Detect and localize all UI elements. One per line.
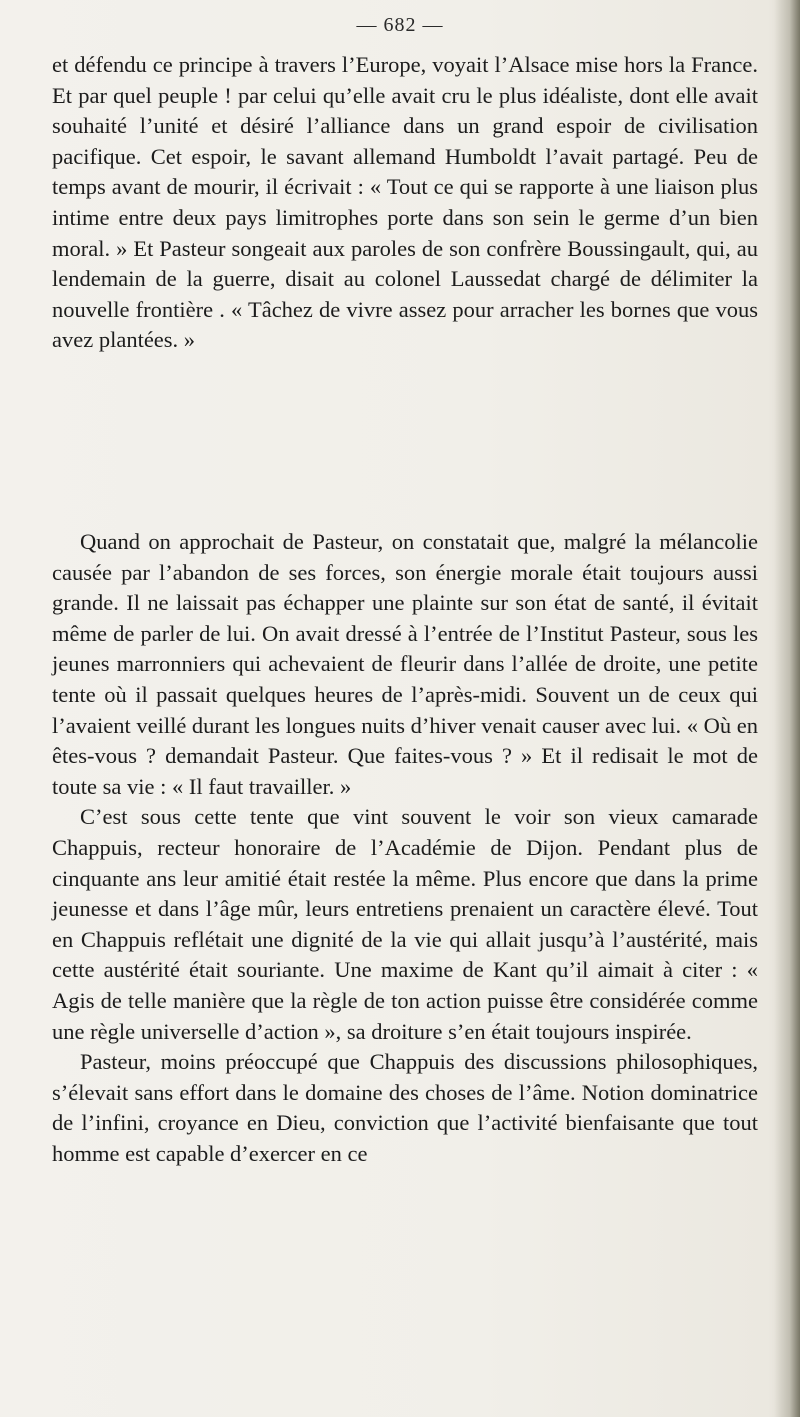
page-number: — 682 — [356,14,444,36]
body-text [52,527,758,1169]
paragraph-pasteur-soul: Pasteur, moins préoccupé que Chappuis des discussions philosophiques, s’élevait sans effort dans le domaine des choses de l’âme. Notion dominatrice de l’infini, croyance en Dieu, conviction que l’activité bienfaisante que tout homme est capable d’exercer en ce [52,1049,758,1166]
continuation-text: et défendu ce principe à travers l’Europe, voyait l’Alsace mise hors la France. Et par quel peuple ! par celui qu’elle avait cru le plus idéaliste, dont elle avait souhaité l’unité et désiré l’alliance dans un grand espoir de civilisation pacifique. Cet espoir, le savant allemand Humboldt l’avait partagé. Peu de temps avant de mourir, il écrivait : « Tout ce qui se rapporte à une liaison plus intime entre deux pays limitrophes porte dans son sein le germe d’un bien moral. » Et Pasteur songeait aux paroles de son confrère Boussingault, qui, au lendemain de la guerre, disait au colonel Laussedat chargé de délimiter la nouvelle frontière . « Tâchez de vivre assez pour arracher les bornes que vous avez plantées. » [52,52,758,353]
continuation-paragraph [52,50,758,356]
paragraph-pasteur-energy: Quand on approchait de Pasteur, on constatait que, malgré la mélancolie causée par l’abandon de ses forces, son énergie morale était toujours aussi grande. Il ne laissait pas échapper une plainte sur son état de santé, il évitait même de parler de lui. On avait dressé à l’entrée de l’Institut Pasteur, sous les jeunes marronniers qui achevaient de fleurir dans l’allée de droite, une petite tente où il passait quelques heures de l’après-midi. Souvent un de ceux qui l’avaient veillé durant les longues nuits d’hiver venait causer avec lui. « Où en êtes-vous ? demandait Pasteur. Que faites-vous ? » Et il redisait le mot de toute sa vie : « Il faut travailler. » [52,529,759,799]
page-edge-shadow [774,0,800,1417]
paragraph-chappuis: C’est sous cette tente que vint souvent le voir son vieux camarade Chappuis, recteur honoraire de l’Académie de Dijon. Pendant plus de cinquante ans leur amitié était restée la même. Plus encore que dans la prime jeunesse et dans l’âge mûr, leurs entretiens prenaient un caractère élevé. Tout en Chappuis reflétait une dignité de la vie qui allait jusqu’à l’austérité, mais cette austérité était souriante. Une maxime de Kant qu’il aimait à citer : « Agis de telle manière que la règle de ton action puisse être considérée comme une règle universelle d’action », sa droiture s’en était toujours inspirée. [52,804,758,1044]
